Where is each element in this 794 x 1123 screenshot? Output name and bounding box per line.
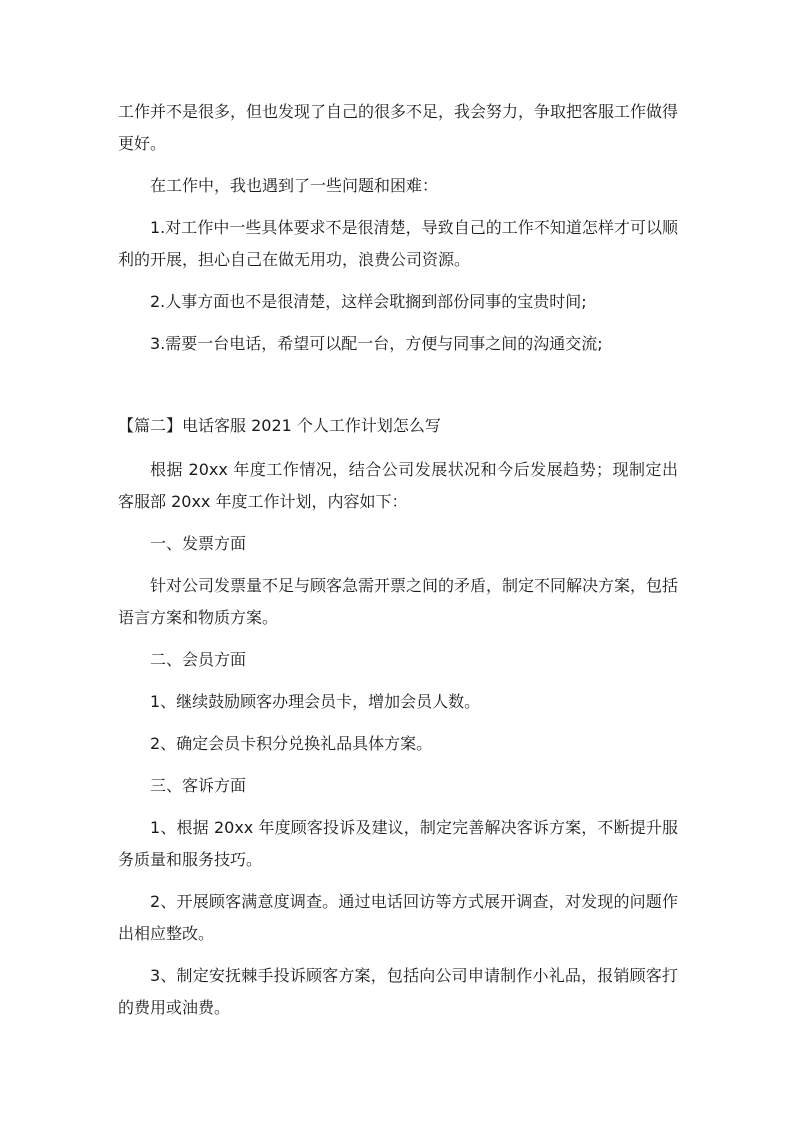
paragraph-problem-2: 2.人事方面也不是很清楚，这样会耽搁到部份同事的宝贵时间;: [150, 292, 587, 311]
heading-complaints: 三、客诉方面: [150, 776, 247, 795]
paragraph-complaints-3: 3、制定安抚棘手投诉顾客方案，包括向公司申请制作小礼品，报销顾客打的费用或油费。: [118, 966, 678, 1017]
heading-membership: 二、会员方面: [150, 650, 247, 669]
section-title: 【篇二】电话客服 2021 个人工作计划怎么写: [118, 416, 441, 435]
paragraph-invoice: 针对公司发票量不足与顾客急需开票之间的矛盾，制定不同解决方案，包括语言方案和物质方案。: [118, 576, 679, 627]
paragraph-intro: 工作并不是很多，但也发现了自己的很多不足，我会努力，争取把客服工作做得更好。: [118, 102, 679, 153]
paragraph-complaints-2: 2、开展顾客满意度调查。通过电话回访等方式展开调查，对发现的问题作出相应整改。: [118, 892, 678, 943]
paragraph-problem-3: 3.需要一台电话，希望可以配一台，方便与同事之间的沟通交流;: [150, 334, 603, 353]
paragraph-complaints-1: 1、根据 20xx 年度顾客投诉及建议，制定完善解决客诉方案，不断提升服务质量和服务技巧。: [118, 818, 678, 869]
paragraph-problem-1: 1.对工作中一些具体要求不是很清楚，导致自己的工作不知道怎样才可以顺利的开展，担心自己在做无用功，浪费公司资源。: [118, 218, 678, 269]
heading-invoice: 一、发票方面: [150, 534, 247, 553]
paragraph-plan-intro: 根据 20xx 年度工作情况，结合公司发展状况和今后发展趋势；现制定出客服部 20xx 年度工作计划，内容如下：: [118, 460, 678, 511]
paragraph-membership-1: 1、继续鼓励顾客办理会员卡，增加会员人数。: [150, 692, 481, 711]
paragraph-problems-intro: 在工作中，我也遇到了一些问题和困难：: [150, 176, 439, 195]
paragraph-membership-2: 2、确定会员卡积分兑换礼品具体方案。: [150, 734, 433, 753]
